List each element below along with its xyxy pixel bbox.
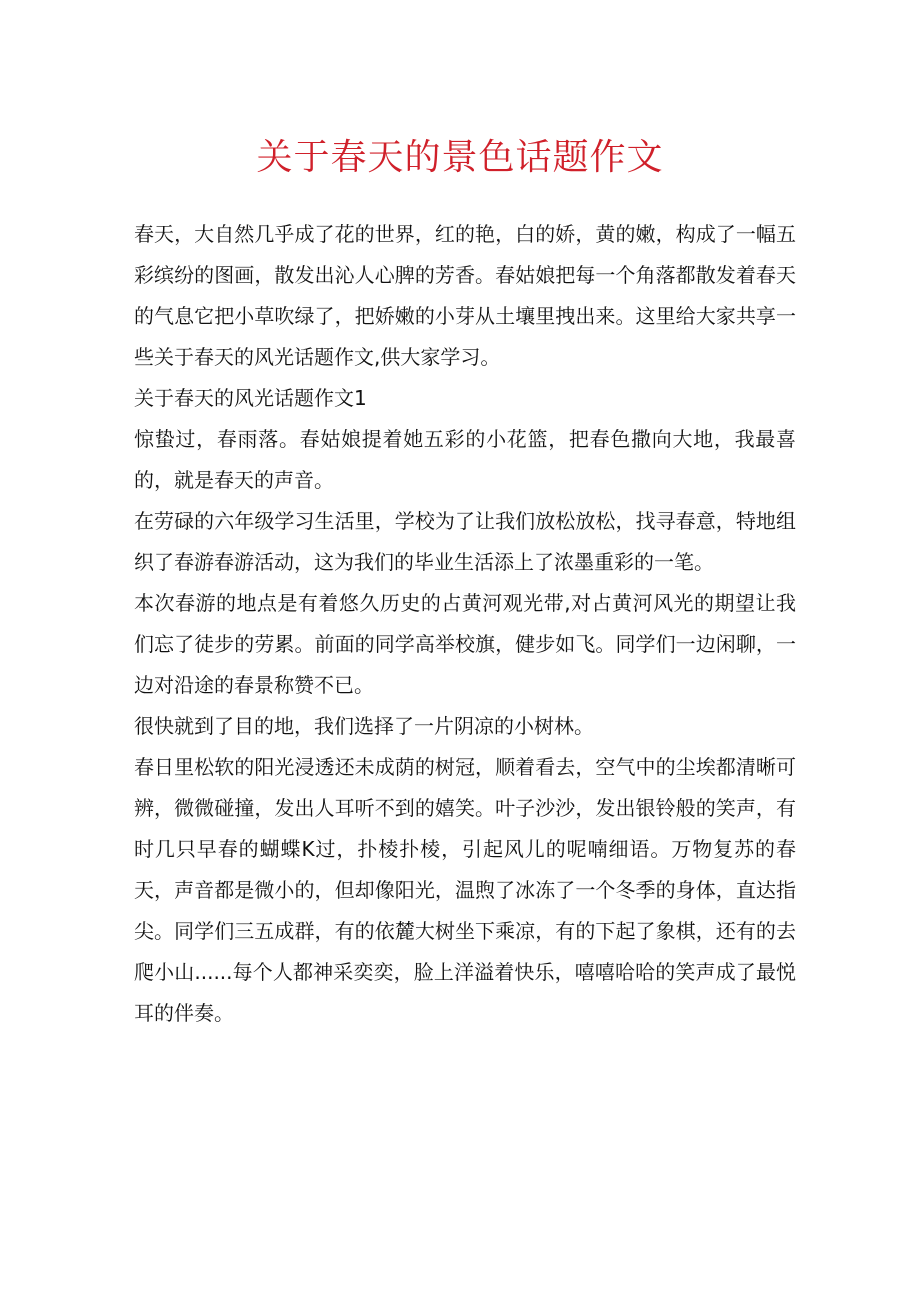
body-paragraph-3: 本次春游的地点是有着悠久历史的占黄河观光带,对占黄河风光的期望让我们忘了徒步的劳累。前面的同学高举校旗，健步如飞。同学们一边闲聊，一边对沿途的春景称赞不已。: [134, 591, 796, 697]
document-title: 关于春天的景色话题作文: [256, 137, 664, 178]
intro-paragraph: 春天，大自然几乎成了花的世界，红的艳，白的娇，黄的嫩，构成了一幅五彩缤纷的图画，散发出沁人心脾的芳香。春姑娘把每一个角落都散发着春天的气息它把小草吹绿了，把娇嫩的小芽从土壤里拽出来。这里给大家共享一些关于春天的风光话题作文,供大家学习。: [134, 222, 796, 369]
body-paragraph-4: 很快就到了目的地，我们选择了一片阴凉的小树林。: [134, 714, 594, 738]
body-paragraph-1: 惊蛰过，春雨落。春姑娘提着她五彩的小花篮，把春色撒向大地，我最喜的，就是春天的声音。: [134, 427, 796, 492]
section-heading: 关于春天的风光话题作文1: [134, 386, 367, 410]
document-body: [134, 214, 796, 1034]
body-paragraph-5: 春日里松软的阳光浸透还未成荫的树冠，顺着看去，空气中的尘埃都清晰可辨，微微碰撞，发出人耳听不到的嬉笑。叶子沙沙，发出银铃般的笑声，有时几只早春的蝴蝶K过，扑棱扑棱，引起风儿的呢喃细语。万物复苏的春天，声音都是微小的，但却像阳光，温煦了冰冻了一个冬季的身体，直达指尖。同学们三五成群，有的依麓大树坐下乘凉，有的下起了象棋，还有的去爬小山......每个人都神采奕奕，脸上洋溢着快乐，嘻嘻哈哈的笑声成了最悦耳的伴奏。: [134, 755, 796, 1025]
body-paragraph-2: 在劳碌的六年级学习生活里，学校为了让我们放松放松，找寻春意，特地组织了春游春游活动，这为我们的毕业生活添上了浓墨重彩的一笔。: [134, 509, 796, 574]
